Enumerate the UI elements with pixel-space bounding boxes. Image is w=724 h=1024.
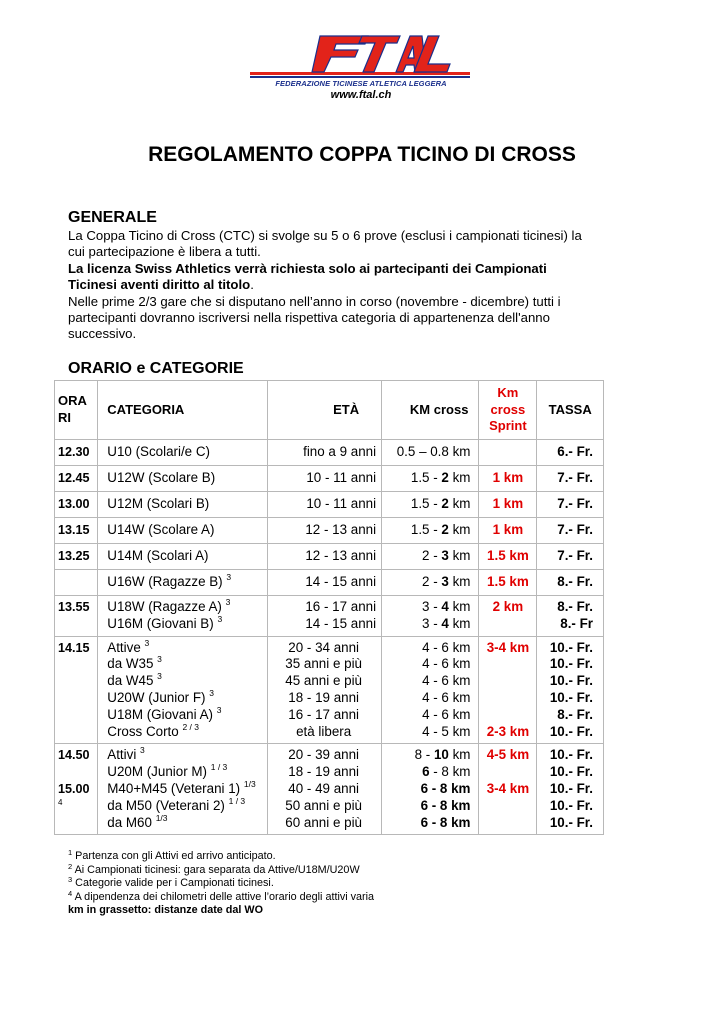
cell-ora: 12.45: [55, 466, 97, 491]
cell-categoria: U14W (Scolare A): [98, 518, 267, 543]
cell-ora: 14.50 15.00 4: [55, 744, 97, 834]
footnote-bold: km in grassetto: distanze date dal WO: [68, 904, 263, 917]
cell-tassa: 8.- Fr.: [537, 570, 603, 595]
cell-ora: 13.25: [55, 544, 97, 569]
generale-line: cui partecipazione è libera a tutti.: [68, 244, 261, 260]
table-row: [55, 466, 603, 491]
table-row: [55, 596, 603, 636]
cell-km: 8 - 10 km 6 - 8 km 6 - 8 km 6 - 8 km 6 - 8 km: [382, 744, 478, 834]
cell-km: 0.5 – 0.8 km: [382, 440, 478, 465]
table-row: [55, 440, 603, 465]
cell-ora: 14.15: [55, 637, 97, 744]
cell-sprint: 1 km: [479, 466, 536, 491]
cell-eta: 12 - 13 anni: [268, 544, 381, 569]
cell-sprint: [479, 440, 536, 465]
cell-km: 1.5 - 2 km: [382, 492, 478, 517]
license-note: La licenza Swiss Athletics verrà richiesta solo ai partecipanti dei Campionati: [68, 260, 547, 276]
generale-line: successivo.: [68, 326, 137, 342]
license-note: Ticinesi aventi diritto al titolo.: [68, 277, 254, 293]
cell-categoria: U12W (Scolare B): [98, 466, 267, 491]
cell-eta: 10 - 11 anni: [268, 492, 381, 517]
generale-heading: GENERALE: [68, 209, 157, 226]
col-km-sprint: Km cross Sprint: [479, 381, 536, 439]
cell-sprint: 2 km: [479, 596, 536, 636]
cell-sprint: 3-4 km 2-3 km: [479, 637, 536, 744]
table-row: [55, 570, 603, 595]
col-eta: ETÀ: [268, 381, 381, 439]
cell-categoria: U16W (Ragazze B) $^3$: [98, 570, 267, 595]
cell-tassa: 6.- Fr.: [537, 440, 603, 465]
table-row: [55, 637, 603, 744]
cell-ora: 13.15: [55, 518, 97, 543]
cell-tassa: 7.- Fr.: [537, 466, 603, 491]
footnote: $^1$ Partenza con gli Attivi ed arrivo anticipato.: [68, 848, 276, 862]
footnote: $^4$ A dipendenza dei chilometri delle attive l’orario degli attivi varia: [68, 888, 375, 903]
table-row: [55, 492, 603, 517]
col-km-cross: KM cross: [382, 381, 478, 439]
cell-tassa: 7.- Fr.: [537, 518, 603, 543]
generale-line: Nelle prime 2/3 gare che si disputano nell’anno in corso (novembre - dicembre) tutti i: [68, 293, 561, 309]
footnote: $^2$ Ai Campionati ticinesi: gara separata da Attive/U18M/U20W: [68, 861, 360, 876]
logo-url[interactable]: www.ftal.ch: [330, 89, 392, 101]
logo-blue-stripe: [250, 76, 470, 78]
cell-eta: 12 - 13 anni: [268, 518, 381, 543]
cell-eta: fino a 9 anni: [268, 440, 381, 465]
cell-tassa: 7.- Fr.: [537, 492, 603, 517]
cell-eta: 20 - 39 anni 18 - 19 anni 40 - 49 anni 50 anni e più 60 anni e più: [268, 744, 381, 834]
cell-categoria: U18W (Ragazze A) $^3$ U16M (Giovani B) $^3$: [98, 596, 267, 636]
generale-line: partecipanti dovranno iscriversi nella rispettiva categoria di appartenenza dell'anno: [68, 310, 550, 326]
col-categoria: CATEGORIA: [98, 381, 267, 439]
generale-line: La Coppa Ticino di Cross (CTC) si svolge su 5 o 6 prove (esclusi i campionati ticinesi) la: [68, 228, 582, 243]
orario-heading: ORARIO e CATEGORIE: [68, 360, 244, 377]
cell-eta: 16 - 17 anni 14 - 15 anni: [268, 596, 381, 636]
schedule-table: [54, 380, 604, 835]
table-header-row: [55, 381, 603, 439]
cell-tassa: 7.- Fr.: [537, 544, 603, 569]
cell-ora: 12.30: [55, 440, 97, 465]
generale-text: [68, 228, 648, 343]
table-row: [55, 744, 603, 834]
col-tassa: TASSA: [537, 381, 603, 439]
cell-sprint: 1.5 km: [479, 570, 536, 595]
cell-km: 2 - 3 km: [382, 570, 478, 595]
cell-km: 3 - 4 km 3 - 4 km: [382, 596, 478, 636]
logo-letter-t: [359, 36, 400, 72]
footnote: $^3$ Categorie valide per i Campionati ticinesi.: [68, 875, 274, 890]
cell-tassa: 8.- Fr. 8.- Fr: [537, 596, 603, 636]
cell-categoria: U14M (Scolari A): [98, 544, 267, 569]
cell-categoria: Attivi $^3$ U20M (Junior M) $^{1 / 3}$ M40+M45 (Veterani 1) $^{1/3}$ da M50 (Veterani 2) $^{1 / 3}$ da M60 $^{1/3}$: [98, 744, 267, 834]
cell-km: 1.5 - 2 km: [382, 518, 478, 543]
logo-federation-name: FEDERAZIONE TICINESE ATLETICA LEGGERA: [275, 79, 447, 88]
page-title: REGOLAMENTO COPPA TICINO DI CROSS: [148, 143, 576, 166]
cell-categoria: U12M (Scolari B): [98, 492, 267, 517]
cell-ora: 13.00: [55, 492, 97, 517]
table-row: [55, 544, 603, 569]
cell-tassa: 10.- Fr. 10.- Fr. 10.- Fr. 10.- Fr. 10.- Fr.: [537, 744, 603, 834]
cell-sprint: 1.5 km: [479, 544, 536, 569]
col-ora: ORA RI: [55, 381, 97, 439]
table-row: [55, 518, 603, 543]
cell-eta: 14 - 15 anni: [268, 570, 381, 595]
cell-categoria: U10 (Scolari/e C): [98, 440, 267, 465]
cell-tassa: 10.- Fr. 10.- Fr. 10.- Fr. 10.- Fr. 8.- Fr. 10.- Fr.: [537, 637, 603, 744]
cell-categoria: Attive $^3$ da W35 $^3$ da W45 $^3$ U20W (Junior F) $^3$ U18M (Giovani A) $^3$ Cross Corto $^{2 / 3}$: [98, 637, 267, 744]
cell-eta: 10 - 11 anni: [268, 466, 381, 491]
cell-sprint: 1 km: [479, 518, 536, 543]
cell-ora: 13.55: [55, 596, 97, 636]
cell-km: 2 - 3 km: [382, 544, 478, 569]
cell-km: 1.5 - 2 km: [382, 466, 478, 491]
cell-km: 4 - 6 km 4 - 6 km 4 - 6 km 4 - 6 km 4 - 6 km 4 - 5 km: [382, 637, 478, 744]
cell-eta: 20 - 34 anni 35 anni e più 45 anni e più 18 - 19 anni 16 - 17 anni età libera: [268, 637, 381, 744]
footnotes: [68, 850, 374, 918]
cell-sprint: 4-5 km 3-4 km: [479, 744, 536, 834]
cell-ora: [55, 570, 97, 595]
cell-sprint: 1 km: [479, 492, 536, 517]
